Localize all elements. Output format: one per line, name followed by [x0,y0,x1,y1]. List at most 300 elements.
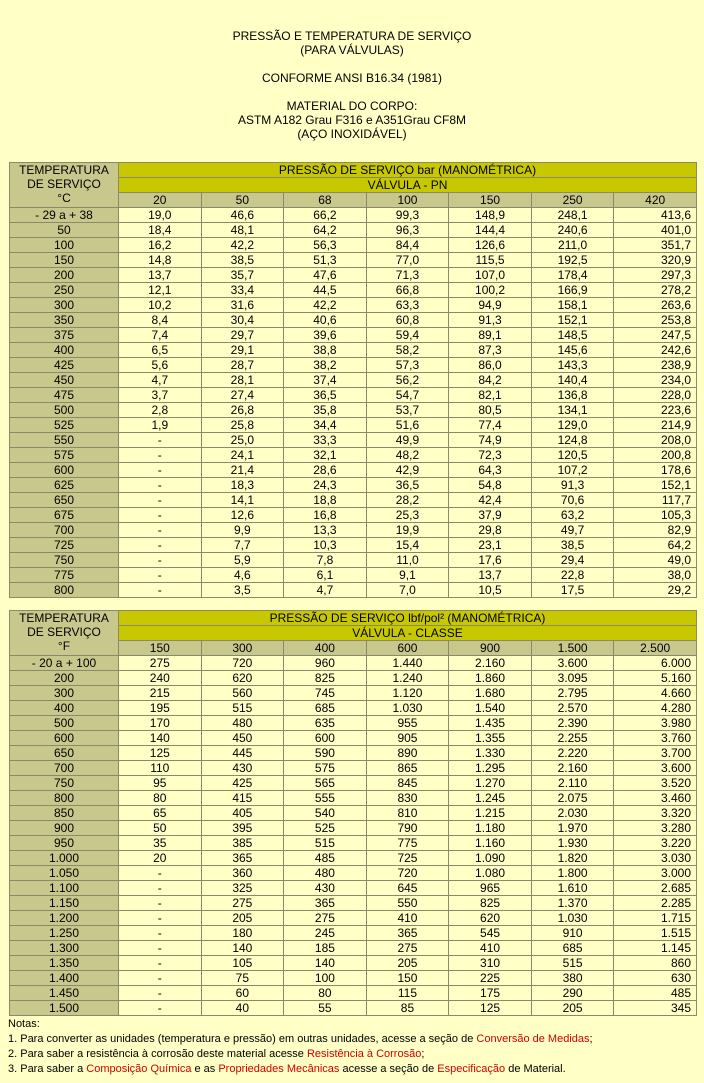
pressure-cell: 5,6 [119,358,202,373]
pressure-cell: 82,1 [449,388,532,403]
note-1 [8,1032,698,1047]
pressure-cell: 905 [366,731,449,746]
pressure-cell: 3.760 [614,731,697,746]
pressure-cell: 1.820 [531,851,614,866]
pressure-cell: 16,2 [119,238,202,253]
table-row [10,538,697,553]
pressure-cell: 955 [366,716,449,731]
pressure-cell: 865 [366,761,449,776]
row-temperature: 550 [10,433,119,448]
table-row [10,821,697,836]
pressure-cell: 16,8 [284,508,367,523]
pressure-cell: 140 [201,941,284,956]
row-temperature: 475 [10,388,119,403]
pressure-cell: 4,7 [119,373,202,388]
pressure-cell: - [119,448,202,463]
pressure-cell: 325 [201,881,284,896]
row-temperature: 350 [10,313,119,328]
pressure-cell: 107,2 [531,463,614,478]
row-temperature: 400 [10,701,119,716]
pressure-cell: 64,3 [449,463,532,478]
table-row [10,223,697,238]
pressure-cell: - [119,971,202,986]
pressure-cell: - [119,553,202,568]
pressure-cell: 66,2 [284,208,367,223]
pressure-cell: 263,6 [614,298,697,313]
pressure-cell: 96,3 [366,223,449,238]
pressure-cell: 365 [366,926,449,941]
pressure-cell: 845 [366,776,449,791]
row-temperature: 450 [10,373,119,388]
pressure-cell: 8,4 [119,313,202,328]
pressure-cell: 7,0 [366,583,449,598]
pressure-cell: 3.600 [531,656,614,671]
note-text: 1. Para converter as unidades (temperatura e pressão) em outras unidades, acesse a seção de [8,1033,477,1045]
column-header: 1.500 [531,641,614,656]
pressure-cell: 77,0 [366,253,449,268]
row-temperature: 1.500 [10,1001,119,1016]
column-header: 2.500 [614,641,697,656]
pressure-cell: 33,3 [284,433,367,448]
pressure-header: PRESSÃO DE SERVIÇO lbf/pol² (MANOMÉTRICA) [119,611,697,626]
column-header: 150 [119,641,202,656]
table-row [10,463,697,478]
pressure-cell: 2.285 [614,896,697,911]
row-temperature: 625 [10,478,119,493]
pressure-cell: 28,2 [366,493,449,508]
pressure-cell: - [119,941,202,956]
pressure-cell: 560 [201,686,284,701]
pressure-cell: 125 [449,1001,532,1016]
pressure-cell: 29,7 [201,328,284,343]
pressure-cell: 310 [449,956,532,971]
pressure-cell: - [119,866,202,881]
pressure-cell: 4.660 [614,686,697,701]
pressure-cell: 84,2 [449,373,532,388]
pressure-cell: 3.280 [614,821,697,836]
pressure-cell: 33,4 [201,283,284,298]
pressure-cell: 1.680 [449,686,532,701]
pressure-cell: - [119,896,202,911]
pressure-cell: 380 [531,971,614,986]
pressure-cell: 1.215 [449,806,532,821]
material-type: (AÇO INOXIDÁVEL) [297,127,407,141]
pressure-cell: 85 [366,1001,449,1016]
pressure-cell: 1.515 [614,926,697,941]
pressure-cell: 405 [201,806,284,821]
pressure-cell: 630 [614,971,697,986]
column-header: 20 [119,193,202,208]
pressure-cell: 28,6 [284,463,367,478]
pressure-cell: 9,9 [201,523,284,538]
pressure-cell: 1.270 [449,776,532,791]
pressure-cell: 40 [201,1001,284,1016]
pressure-cell: 29,4 [531,553,614,568]
table-row [10,358,697,373]
pressure-cell: 810 [366,806,449,821]
table-row [10,343,697,358]
pressure-cell: 22,8 [531,568,614,583]
temp-header-line2: DE SERVIÇO [27,625,101,639]
row-temperature: - 20 a + 100 [10,656,119,671]
pressure-cell: 685 [284,701,367,716]
table-row [10,583,697,598]
row-temperature: 800 [10,791,119,806]
pressure-cell: 24,3 [284,478,367,493]
pressure-cell: 2.075 [531,791,614,806]
pressure-cell: 42,9 [366,463,449,478]
pressure-cell: 64,2 [284,223,367,238]
pressure-cell: 125 [119,746,202,761]
link-chemical-composition[interactable]: Composição Química [86,1063,192,1075]
row-temperature: 1.250 [10,926,119,941]
pressure-cell: 26,8 [201,403,284,418]
pressure-cell: 205 [366,956,449,971]
pressure-cell: - [119,508,202,523]
pressure-cell: 13,3 [284,523,367,538]
pressure-cell: 74,9 [449,433,532,448]
pressure-cell: 1.090 [449,851,532,866]
pressure-cell: 35 [119,836,202,851]
pressure-cell: 3.000 [614,866,697,881]
row-temperature: 500 [10,403,119,418]
pressure-cell: 200,8 [614,448,697,463]
pressure-header: PRESSÃO DE SERVIÇO bar (MANOMÉTRICA) [119,163,697,178]
pressure-cell: 2.795 [531,686,614,701]
row-temperature: 150 [10,253,119,268]
link-unit-conversion[interactable]: Conversão de Medidas [476,1033,590,1045]
pressure-cell: 110 [119,761,202,776]
pressure-cell: 134,1 [531,403,614,418]
pressure-cell: 4,7 [284,583,367,598]
pressure-cell: 960 [284,656,367,671]
pressure-cell: 600 [284,731,367,746]
pressure-cell: 5,9 [201,553,284,568]
table-row [10,731,697,746]
table-row [10,208,697,223]
note-2 [8,1047,698,1062]
note-text: ; [589,1033,593,1045]
table-row [10,956,697,971]
pressure-cell: - [119,986,202,1001]
pressure-cell: 72,3 [449,448,532,463]
link-specification[interactable]: Especificação [437,1063,506,1075]
pressure-cell: 35,8 [284,403,367,418]
row-temperature: 425 [10,358,119,373]
pressure-cell: 2.220 [531,746,614,761]
table-row [10,268,697,283]
table-row [10,671,697,686]
pressure-cell: 120,5 [531,448,614,463]
table-row [10,478,697,493]
pressure-cell: 1.610 [531,881,614,896]
pressure-cell: 14,1 [201,493,284,508]
temperature-column-header [10,611,119,656]
table-row [10,851,697,866]
table-row [10,701,697,716]
pressure-cell: 3,5 [201,583,284,598]
table-row [10,776,697,791]
pressure-cell: 1.800 [531,866,614,881]
pressure-cell: 525 [284,821,367,836]
pressure-cell: 565 [284,776,367,791]
pressure-cell: 11,0 [366,553,449,568]
pressure-cell: 63,3 [366,298,449,313]
pressure-cell: 91,3 [449,313,532,328]
pressure-cell: 25,0 [201,433,284,448]
row-temperature: 100 [10,238,119,253]
pressure-cell: 240,6 [531,223,614,238]
pressure-cell: 4,6 [201,568,284,583]
table-row [10,791,697,806]
column-header: 50 [201,193,284,208]
pressure-cell: 365 [284,896,367,911]
pressure-cell: 297,3 [614,268,697,283]
row-temperature: 250 [10,283,119,298]
pressure-cell: 2,8 [119,403,202,418]
table-row [10,986,697,1001]
pressure-cell: 790 [366,821,449,836]
pressure-cell: 1.245 [449,791,532,806]
pressure-cell: 129,0 [531,418,614,433]
pressure-cell: 17,5 [531,583,614,598]
pressure-cell: 480 [201,716,284,731]
pressure-cell: 80 [284,986,367,1001]
pressure-cell: 401,0 [614,223,697,238]
row-temperature: 300 [10,686,119,701]
temperature-column-header [10,163,119,208]
pressure-cell: 192,5 [531,253,614,268]
pressure-cell: 18,8 [284,493,367,508]
pressure-cell: 3.460 [614,791,697,806]
table-row [10,388,697,403]
pressure-cell: 238,9 [614,358,697,373]
pressure-cell: 42,2 [284,298,367,313]
pressure-cell: 55 [284,1001,367,1016]
material-spec: ASTM A182 Grau F316 e A351Grau CF8M [237,113,467,127]
pressure-cell: 205 [531,1001,614,1016]
pressure-cell: 145,6 [531,343,614,358]
pressure-cell: 178,4 [531,268,614,283]
pressure-cell: 38,5 [201,253,284,268]
note-text: 2. Para saber a resistência à corrosão deste material acesse [8,1048,307,1060]
pressure-cell: 223,6 [614,403,697,418]
table-row [10,403,697,418]
pressure-cell: 25,3 [366,508,449,523]
pressure-cell: 410 [366,911,449,926]
pressure-cell: 211,0 [531,238,614,253]
pressure-cell: 82,9 [614,523,697,538]
pressure-cell: 830 [366,791,449,806]
pressure-cell: 144,4 [449,223,532,238]
pressure-cell: 890 [366,746,449,761]
row-temperature: 1.150 [10,896,119,911]
row-temperature: 200 [10,268,119,283]
pressure-cell: 34,4 [284,418,367,433]
table-row [10,941,697,956]
pressure-cell: 54,7 [366,388,449,403]
pressure-cell: 351,7 [614,238,697,253]
pressure-cell: 1.860 [449,671,532,686]
pressure-cell: 86,0 [449,358,532,373]
pressure-cell: 10,5 [449,583,532,598]
pressure-cell: 7,8 [284,553,367,568]
pressure-cell: 1.145 [614,941,697,956]
pressure-cell: 36,5 [366,478,449,493]
pressure-cell: 3.600 [614,761,697,776]
pressure-cell: 2.255 [531,731,614,746]
temp-header-unit: °C [57,191,71,205]
pressure-cell: 25,8 [201,418,284,433]
row-temperature: 50 [10,223,119,238]
pressure-cell: 360 [201,866,284,881]
pressure-cell: 124,8 [531,433,614,448]
pressure-cell: - [119,926,202,941]
pressure-cell: 66,8 [366,283,449,298]
pressure-cell: 480 [284,866,367,881]
pressure-cell: 1.330 [449,746,532,761]
pressure-cell: 745 [284,686,367,701]
column-header: 300 [201,641,284,656]
pressure-cell: 100 [284,971,367,986]
pressure-cell: 6.000 [614,656,697,671]
table-row [10,283,697,298]
pressure-cell: - [119,478,202,493]
pressure-cell: 13,7 [449,568,532,583]
pressure-cell: 275 [201,896,284,911]
pressure-cell: 1.355 [449,731,532,746]
pressure-cell: 13,7 [119,268,202,283]
row-temperature: 750 [10,776,119,791]
pressure-cell: 228,0 [614,388,697,403]
note-text: 3. Para saber a [8,1063,87,1075]
pressure-cell: 214,9 [614,418,697,433]
pressure-cell: 20 [119,851,202,866]
pressure-cell: 720 [366,866,449,881]
pressure-cell: 50 [119,821,202,836]
pressure-cell: - [119,493,202,508]
table-row [10,568,697,583]
row-temperature: 800 [10,583,119,598]
table-row [10,926,697,941]
pressure-cell: 3,7 [119,388,202,403]
pressure-cell: 178,6 [614,463,697,478]
pressure-cell: - [119,433,202,448]
pressure-cell: 1.440 [366,656,449,671]
pressure-cell: 2.160 [531,761,614,776]
pressure-cell: 234,0 [614,373,697,388]
pressure-cell: 80,5 [449,403,532,418]
link-corrosion-resistance[interactable]: Resistência à Corrosão [306,1048,422,1060]
table-row [10,716,697,731]
pressure-cell: 37,4 [284,373,367,388]
page-title: PRESSÃO E TEMPERATURA DE SERVIÇO [232,29,472,43]
pressure-cell: 5.160 [614,671,697,686]
pressure-cell: 77,4 [449,418,532,433]
pressure-cell: 6,1 [284,568,367,583]
row-temperature: 650 [10,493,119,508]
pressure-cell: 166,9 [531,283,614,298]
table-row [10,836,697,851]
pressure-cell: 35,7 [201,268,284,283]
pressure-cell: 63,2 [531,508,614,523]
row-temperature: 575 [10,448,119,463]
row-temperature: 400 [10,343,119,358]
pressure-cell: 99,3 [366,208,449,223]
pressure-cell: 515 [201,701,284,716]
pressure-cell: 60,8 [366,313,449,328]
pressure-cell: 152,1 [614,478,697,493]
pressure-cell: 42,4 [449,493,532,508]
material-label: MATERIAL DO CORPO: [286,99,418,113]
pressure-cell: 105,3 [614,508,697,523]
row-temperature: 1.300 [10,941,119,956]
pressure-cell: 515 [284,836,367,851]
pressure-cell: 195 [119,701,202,716]
pressure-cell: 720 [201,656,284,671]
pressure-cell: 46,6 [201,208,284,223]
pressure-cell: 3.030 [614,851,697,866]
pressure-cell: 1,9 [119,418,202,433]
row-temperature: 300 [10,298,119,313]
pressure-cell: 550 [366,896,449,911]
pressure-cell: 2.570 [531,701,614,716]
pressure-cell: 57,3 [366,358,449,373]
pressure-cell: 143,3 [531,358,614,373]
pressure-cell: 56,2 [366,373,449,388]
column-header: 400 [284,641,367,656]
pressure-cell: - [119,568,202,583]
row-temperature: 675 [10,508,119,523]
pressure-cell: 32,1 [284,448,367,463]
pressure-cell: 91,3 [531,478,614,493]
row-temperature: 1.050 [10,866,119,881]
pressure-cell: - [119,523,202,538]
page-subtitle: (PARA VÁLVULAS) [300,43,404,57]
pressure-cell: 19,0 [119,208,202,223]
pressure-cell: 70,6 [531,493,614,508]
notes-title: Notas: [8,1018,40,1030]
pressure-cell: 320,9 [614,253,697,268]
pressure-cell: 150 [366,971,449,986]
pressure-cell: - [119,956,202,971]
pressure-cell: 60 [201,986,284,1001]
pressure-cell: 180 [201,926,284,941]
pressure-cell: 170 [119,716,202,731]
pressure-cell: 19,9 [366,523,449,538]
note-3 [8,1062,698,1077]
pressure-cell: 2.160 [449,656,532,671]
pressure-cell: 49,0 [614,553,697,568]
pressure-cell: 10,3 [284,538,367,553]
pressure-cell: 7,4 [119,328,202,343]
pressure-cell: 12,1 [119,283,202,298]
row-temperature: 1.450 [10,986,119,1001]
pressure-cell: 575 [284,761,367,776]
pressure-cell: 430 [201,761,284,776]
pressure-temperature-table-metric [9,162,697,598]
table-row [10,448,697,463]
row-temperature: 850 [10,806,119,821]
row-temperature: - 29 a + 38 [10,208,119,223]
pressure-cell: 14,8 [119,253,202,268]
link-mechanical-properties[interactable]: Propriedades Mecânicas [218,1063,340,1075]
pressure-cell: 140 [119,731,202,746]
pressure-cell: 38,0 [614,568,697,583]
pressure-cell: 185 [284,941,367,956]
pressure-cell: 275 [284,911,367,926]
pressure-cell: 247,5 [614,328,697,343]
